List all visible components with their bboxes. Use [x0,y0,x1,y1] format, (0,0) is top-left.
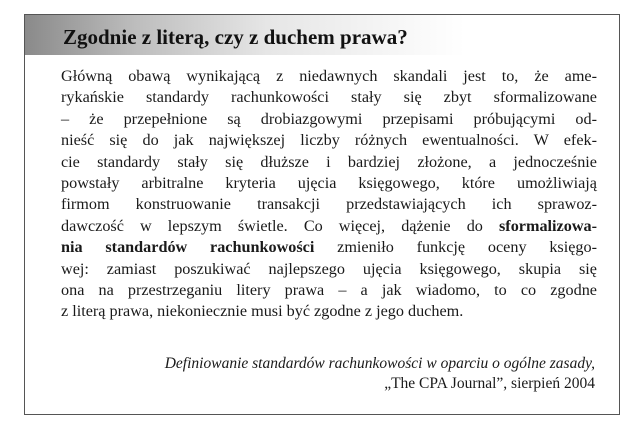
body-line-4: nieść się do jak największej liczby różnych ewentualności. W efek- [61,131,597,150]
bold-term-part-1: sformalizowa- [499,216,597,235]
body-line-8 [61,216,597,237]
body-line-9-text: zmieniło funkcję oceny księgo- [314,238,597,257]
body-line-1: Główną obawą wynikającą z niedawnych skandali jest to, że ame- [61,67,597,85]
body-line-7: firmom konstruowanie transakcji przedstawiających ich sprawoz- [61,195,597,214]
source-publication: „The CPA Journal”, sierpień 2004 [384,375,595,392]
source-title: Definiowanie standardów rachunkowości w oparciu o ogólne zasady, [164,355,595,372]
bold-term-part-2: nia standardów rachunkowości [61,238,315,257]
body-line-6: powstały arbitralne kryteria ujęcia księgowego, które umożliwiają [61,173,597,192]
body-line-9 [61,237,597,258]
body-line-8-text: dawczość w lepszym świetle. Co więcej, dążenie do [61,216,499,235]
box-body [61,66,597,323]
body-line-3: – że przepełnione są drobiazgowymi przepisami próbującymi od- [61,109,597,128]
body-line-2: rykańskie standardy rachunkowości stały się zbyt sformalizowane [61,88,597,107]
sidebar-box [24,14,620,415]
source-citation [165,354,595,394]
box-title: Zgodnie z literą, czy z duchem prawa? [63,25,408,49]
body-line-11: ona na przestrzeganiu litery prawa – a jak wiadomo, to co zgodne [61,280,597,299]
body-line-12: z literą prawa, niekoniecznie musi być zgodne z jego duchem. [61,302,464,321]
body-line-5: cie standardy stały się dłuższe i bardziej złożone, a jednocześnie [61,152,597,171]
body-line-10: wej: zamiast poszukiwać najlepszego ujęcia księgowego, skupia się [61,259,597,278]
